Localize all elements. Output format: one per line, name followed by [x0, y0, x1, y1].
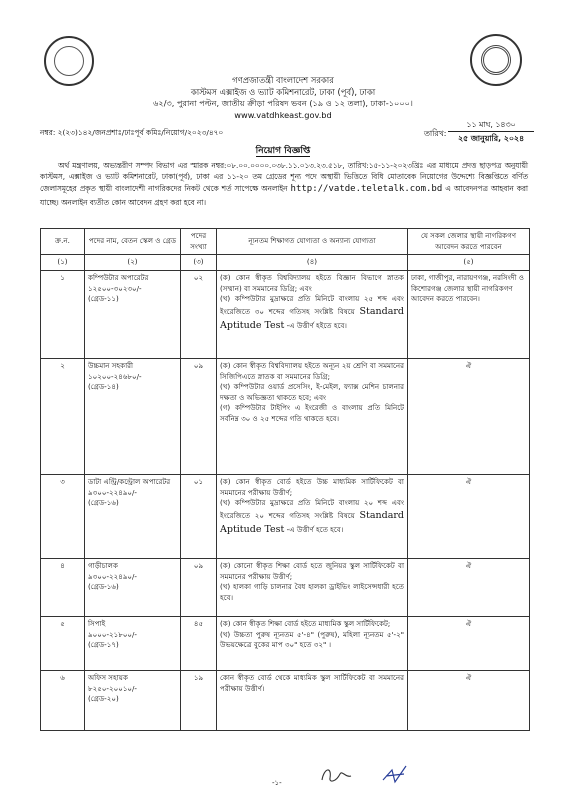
table-row [41, 670, 530, 730]
col-number: (৩) [181, 255, 217, 271]
cell-sl: ৩ [41, 474, 85, 558]
cell-post [85, 270, 181, 358]
grade: (গ্রেড-১৬) [88, 582, 119, 592]
cell-sl: ২ [41, 358, 85, 474]
cell-qualification [217, 558, 408, 616]
application-url-link[interactable]: http://vatde.teletalk.com.bd [290, 183, 443, 194]
col-number: (৫) [408, 255, 530, 271]
cell-sl: ১ [41, 270, 85, 358]
posts-table [40, 228, 530, 731]
cell-district: ঐ [408, 558, 530, 616]
date-block [448, 119, 534, 145]
cell-qualification [217, 616, 408, 670]
qualification-item: (গ) কম্পিউটার টাইপিং এ ইংরেজী ও বাংলায় প্রতি মিনিটে সর্বনিম্ন ৩০ ও ২৫ শব্দের গতি থাকতে হবে। [220, 403, 404, 424]
qualification-text: (খ) কম্পিউটার মুদ্রাক্ষরে প্রতি মিনিটে বাংলায় ২০ শব্দ এবং ইংরেজিতে ২০ শব্দের গতিসহ সংশ্লিষ্ট বিষয়ে [220, 498, 404, 520]
qualification-item: (খ) কম্পিউটার ওয়ার্ড প্রসেসিং, ই-মেইল, ফ্যাক্স মেশিন চালনার দক্ষতা ও অভিজ্ঞতা থাকতে হবে; এবং [220, 382, 404, 402]
cell-district: ঐ [408, 358, 530, 474]
header-website[interactable]: www.vatdhkeast.gov.bd [234, 110, 332, 120]
cell-post [85, 358, 181, 474]
grade: (গ্রেড-২০) [88, 694, 119, 704]
qualification-test-name: Standard Aptitude Test [220, 305, 404, 332]
cell-count: ১৯ [181, 670, 217, 730]
memo-number: নম্বর: ২(২৩)১৪২/জনপ্রশাঃ/ঢাঃপূর্ব কমিঃ/নিয়োগ/২০২৩/৪৭০ [40, 128, 224, 137]
post-name: ডাটা এন্ট্রি/কন্ট্রোল অপারেটর [88, 476, 171, 486]
cell-post [85, 558, 181, 616]
crest-icon [481, 45, 511, 75]
pay-scale: ১০২০০-২৪৬৮০/- [88, 371, 142, 381]
cell-qualification [217, 270, 408, 358]
qualification-item: (ক) কোন স্বীকৃত বোর্ড হইতে উচ্চ মাধ্যমিক সার্টিফিকেট বা সমমানের পরীক্ষায় উত্তীর্ণ; [220, 476, 404, 497]
cell-qualification [217, 474, 408, 558]
qualification-item [220, 294, 404, 333]
notice-title-text: নিয়োগ বিজ্ঞপ্তি [255, 146, 311, 156]
signature-initial-2 [380, 762, 410, 786]
qualification-item: (খ) হালকা গাড়ি চালনার বৈধ হালকা ড্রাইভিং লাইসেন্সধারী হতে হবে। [220, 582, 404, 602]
header-address: ৬২/৩, পুরানা পল্টন, জাতীয় ক্রীড়া পরিষদ ভবন (১৯ ও ১২ তলা), ঢাকা-১০০০। [153, 98, 413, 108]
map-emblem-icon [54, 46, 84, 76]
pay-scale: ৮২৫০-২০০১০/- [88, 683, 137, 693]
table-header-row [41, 229, 530, 255]
cell-qualification [217, 358, 408, 474]
table-row [41, 358, 530, 474]
post-name: অফিস সহায়ক [88, 672, 128, 682]
grade: (গ্রেড-১৭) [88, 640, 119, 650]
table-colnum-row [41, 255, 530, 271]
cell-district: ঐ [408, 616, 530, 670]
qualification-text: (খ) কম্পিউটার মুদ্রাক্ষরে প্রতি মিনিটে বাংলায় ২৫ শব্দ এবং ইংরেজিতে ৩০ শব্দের গতিসহ সংশ্লিষ্ট বিষয়ে [220, 294, 404, 316]
cell-post [85, 474, 181, 558]
cell-count: ০৯ [181, 558, 217, 616]
cell-district: ঐ [408, 670, 530, 730]
table-row [41, 616, 530, 670]
grade: (গ্রেড-১৪) [88, 382, 119, 392]
date-bangla: ১১ মাঘ, ১৪৩০ [448, 119, 534, 132]
qualification-item: (ক) কোন স্বীকৃত বিশ্ববিদ্যালয় হইতে অন্যূন ২য় শ্রেণি বা সমমানের সিজিপিএতে স্নাতক বা সমমানের ডিগ্রি; [220, 360, 404, 381]
intro-text-2: এ আবেদনপত্র আহবান করা যাচ্ছে। অনলাইন ব্যতীত কোন আবেদন গ্রহণ করা হবে না। [40, 183, 528, 207]
table-row [41, 558, 530, 616]
cell-post [85, 670, 181, 730]
table-row [41, 270, 530, 358]
notice-intro [40, 160, 528, 208]
col-number: (২) [85, 255, 181, 271]
cell-post [85, 616, 181, 670]
post-name: উচ্চমান সহকারী [88, 360, 134, 370]
qualification-item [220, 498, 404, 537]
qualification-text: -এ উত্তীর্ণ হতে হবে। [286, 525, 344, 535]
date-label: তারিখ: [424, 129, 447, 138]
intro-text-1: অর্থ মন্ত্রণালয়, অভ্যন্তরীণ সম্পদ বিভাগ এর স্মারক নম্বর:০৮.০০.০০০০.০৩৮.১১.০১৩.২৩.৫১৮, তারিখ:১৫-১১-২০২৩খ্রিঃ এর মাধ্যমে প্রদত্ত ছাড়পত্র অনুযায়ী কাস্টমস, এক্সাইজ ও ভ্যাট কমিশনারেট, ঢাকা(পূর্ব), ঢাকা এর ১১-২০ তম গ্রেডের শূন্য পদে অস্থায়ী ভিত্তিতে বিধি মোতাবেক নিয়োগের উদ্দেশ্যে বিজ্ঞপ্তিতে বর্ণিত জেলাসমূহের প্রকৃত স্থায়ী বাংলাদেশী নাগরিকদের নিকট থেকে শর্ত সাপেক্ষে অনলাইন [40, 161, 528, 193]
pay-scale: ৯৩০০-২২৪৯০/- [88, 487, 137, 497]
qualification-item: কোন স্বীকৃত বোর্ড থেকে মাধ্যমিক স্কুল সার্টিফিকেট বা সমমানের পরীক্ষায় উত্তীর্ণ। [220, 672, 404, 693]
col-header-district: যে সকল জেলার স্থায়ী নাগরিকগণ আবেদন করতে পারবেন [408, 229, 530, 255]
col-header-count: পদের সংখ্যা [181, 229, 217, 255]
post-name: কম্পিউটার অপারেটর [88, 272, 149, 282]
pay-scale: ১২৫০০-৩০২৩০/- [88, 283, 142, 293]
col-header-qualification: ন্যূনতম শিক্ষাগত যোগ্যতা ও অন্যান্য যোগ্যতা [217, 229, 408, 255]
cell-count: ০১ [181, 474, 217, 558]
table-row [41, 474, 530, 558]
cell-district: ঐ [408, 474, 530, 558]
cell-sl: ৬ [41, 670, 85, 730]
signature-initial-1 [318, 764, 354, 786]
cell-sl: ৪ [41, 558, 85, 616]
post-name: গাড়ীচালক [88, 560, 118, 570]
grade: (গ্রেড-১৬) [88, 498, 119, 508]
pay-scale: ৯৩০০-২২৪৯০/- [88, 571, 137, 581]
grade: (গ্রেড-১১) [88, 294, 119, 304]
header-government: গণপ্রজাতন্ত্রী বাংলাদেশ সরকার [232, 75, 334, 85]
qualification-test-name: Standard Aptitude Test [220, 509, 404, 536]
col-number: (৪) [217, 255, 408, 271]
qualification-text: -এ উত্তীর্ণ হইতে হবে। [286, 321, 347, 331]
cell-sl: ৫ [41, 616, 85, 670]
cell-count: ০৯ [181, 358, 217, 474]
qualification-item: (ক) কোন স্বীকৃত বিশ্ববিদ্যালয় হইতে বিজ্ঞান বিভাগে স্নাতক (সম্মান) বা সমমানের ডিগ্রি; এবং [220, 272, 404, 293]
cell-count: ৪৫ [181, 616, 217, 670]
cell-count: ০২ [181, 270, 217, 358]
pay-scale: ৯০০০-২১৮০০/- [88, 629, 137, 639]
cell-qualification [217, 670, 408, 730]
qualification-item: (ক) কোনো স্বীকৃত শিক্ষা বোর্ড হতে জুনিয়র স্কুল সার্টিফিকেট বা সমমানের পরীক্ষায় উত্তীর্ণ; [220, 560, 404, 581]
qualification-item: (খ) উচ্চতা পুরুষ ন্যূনতম ৫'-৪" (পুরুষ), মহিলা ন্যূনতম ৫'-২" উভয়ক্ষেত্রে বুকের মাপ ৩০" হতে ৩২" । [220, 629, 404, 650]
header-commissionerate: কাস্টমস এক্সাইজ ও ভ্যাট কমিশনারেট, ঢাকা (পূর্ব), ঢাকা [190, 87, 376, 97]
col-number: (১) [41, 255, 85, 271]
col-header-post: পদের নাম, বেতন স্কেল ও গ্রেড [85, 229, 181, 255]
date-english: ২৫ জানুয়ারি, ২০২৪ [457, 134, 525, 144]
qualification-item: (ক) কোন স্বীকৃত শিক্ষা বোর্ড হইতে মাধ্যমিক স্কুল সার্টিফিকেট; [220, 618, 391, 628]
post-name: সিপাই [88, 618, 106, 628]
notice-title [0, 145, 566, 158]
cell-district: ঢাকা, গাজীপুর, নারায়ণগঞ্জ, নরসিংদী ও কিশোরগঞ্জ জেলার স্থায়ী নাগরিকগণ আবেদন করতে পারবেন। [408, 270, 530, 358]
col-header-sl: ক্র.ন. [41, 229, 85, 255]
page-number: -১- [272, 779, 282, 787]
